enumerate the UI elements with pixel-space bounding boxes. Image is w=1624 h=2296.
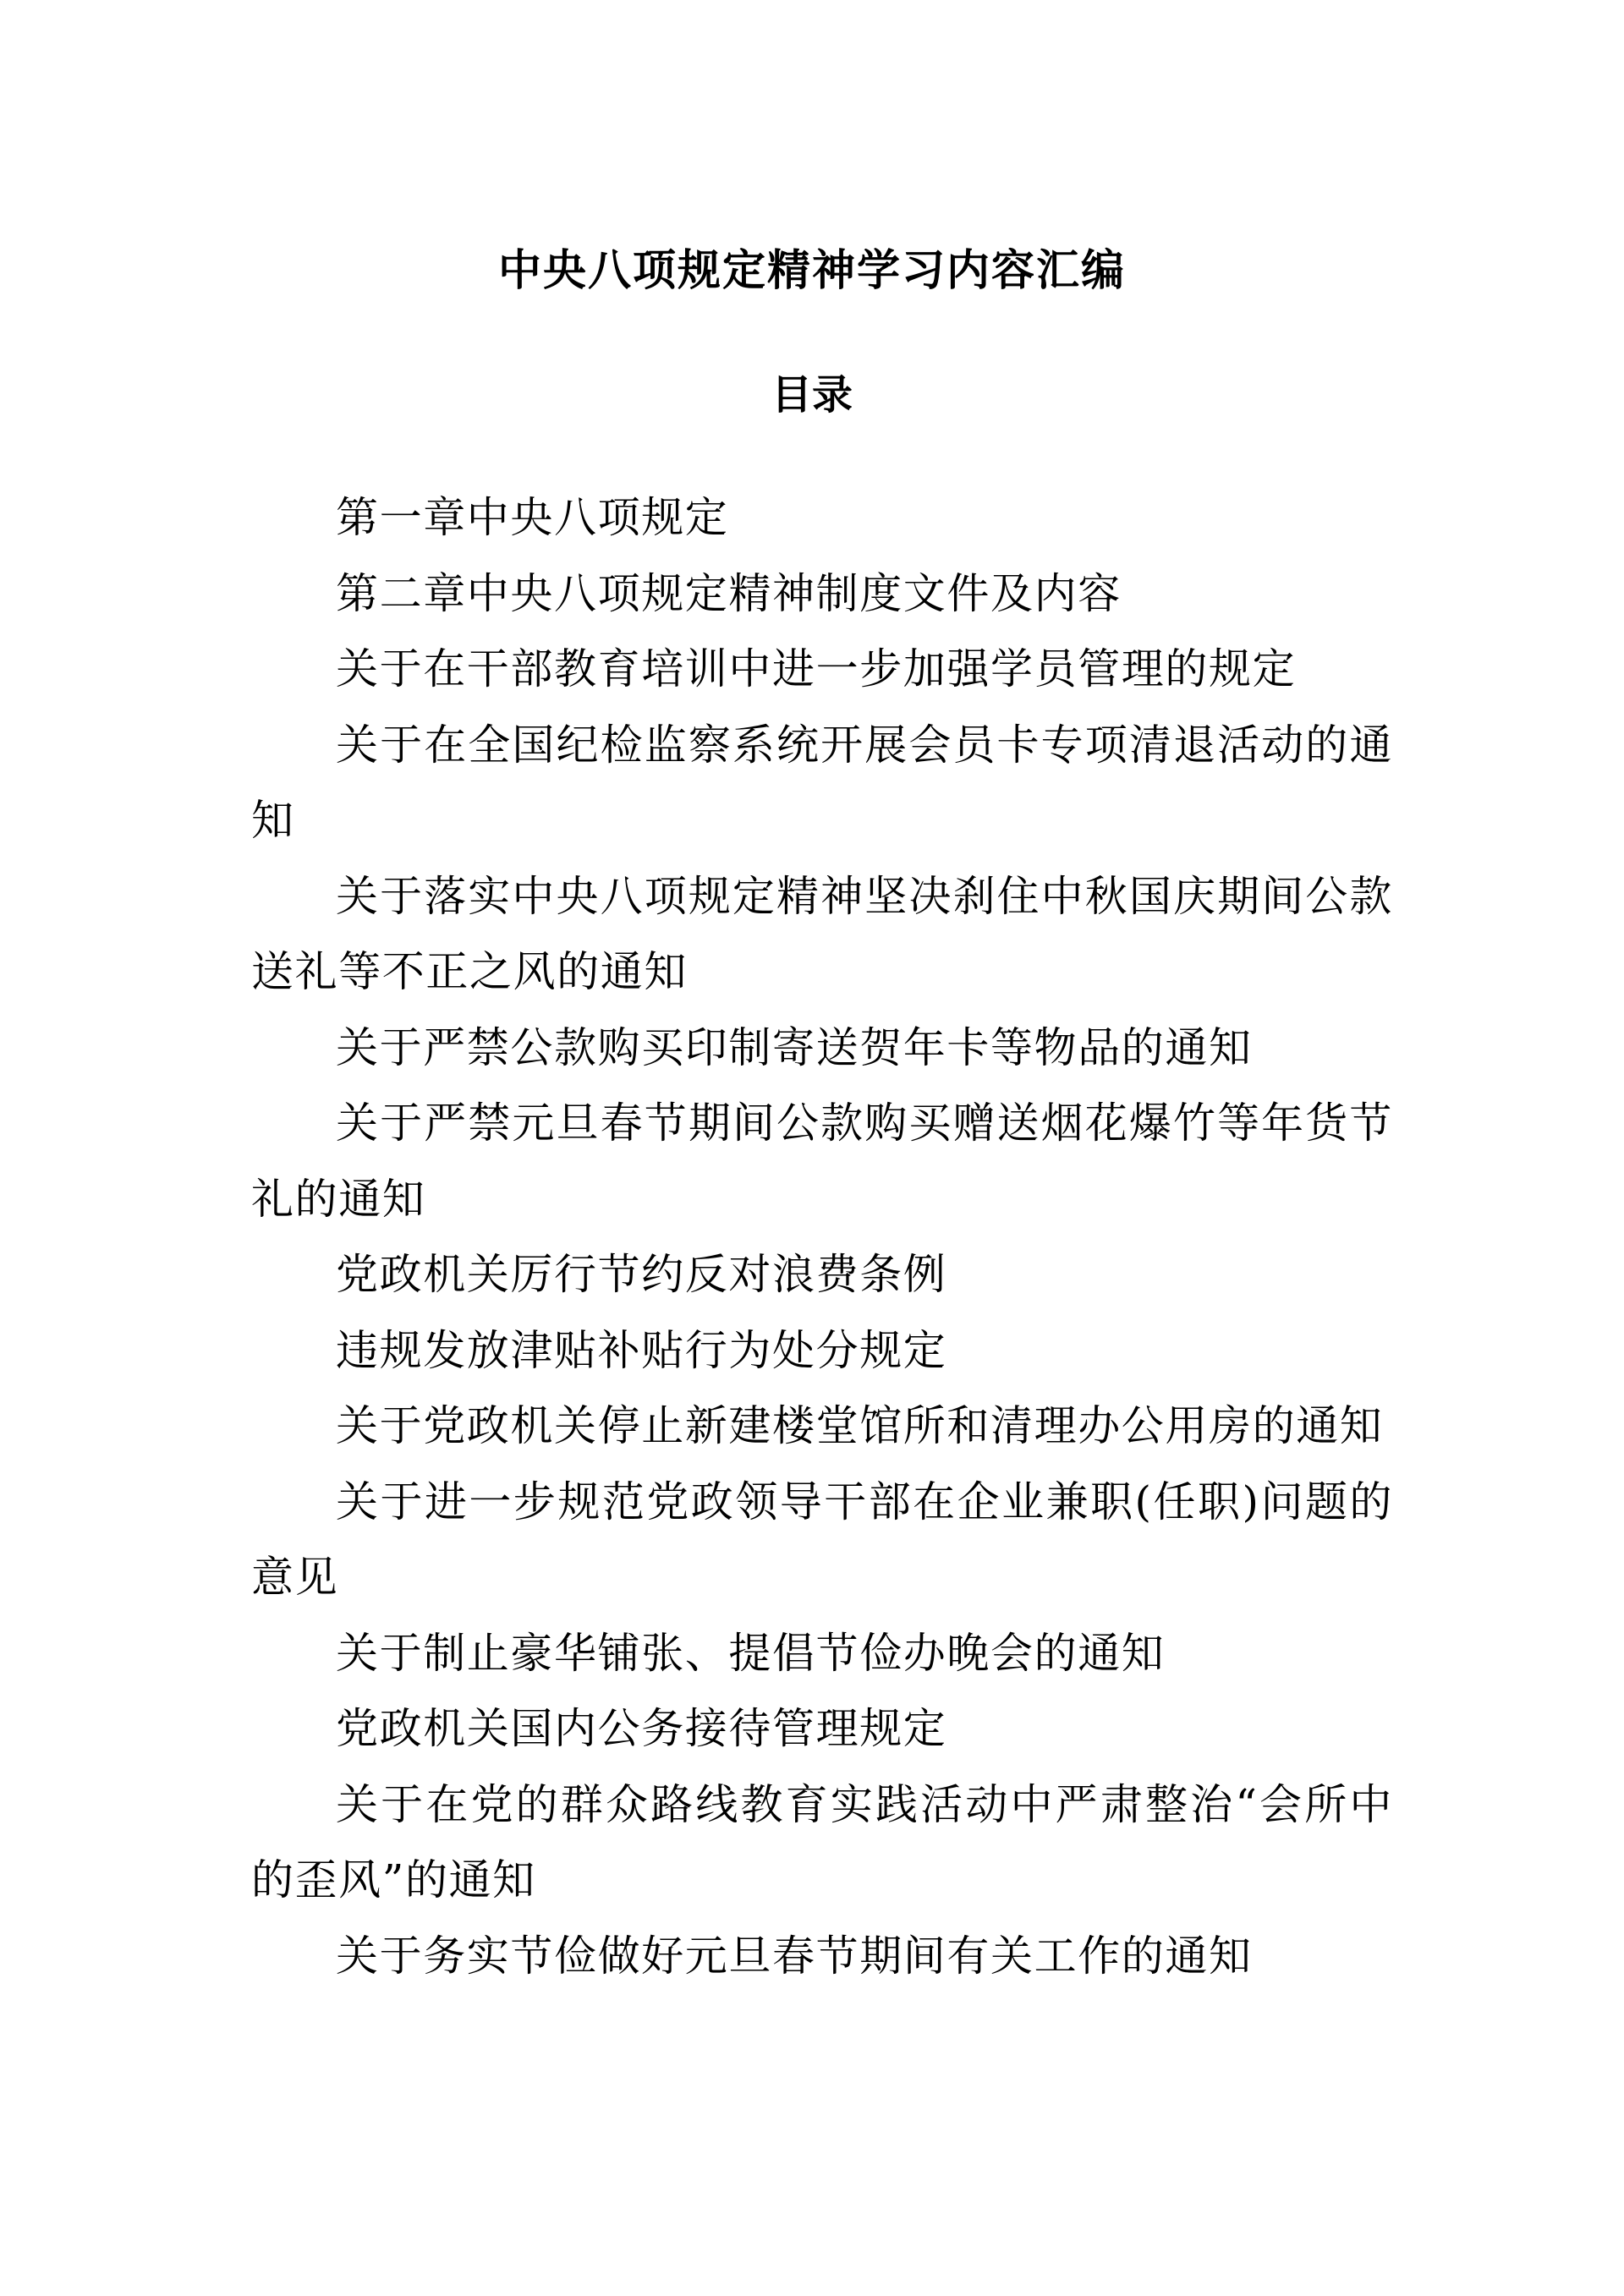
toc-item-7[interactable]: 关于严禁元旦春节期间公款购买赠送烟花爆竹等年货节礼的通知 (251, 1099, 1393, 1224)
toc-item-14[interactable]: 关于在党的群众路线教育实践活动中严肃整治“会所中的歪风”的通知 (251, 1779, 1393, 1904)
toc-item-6[interactable]: 关于严禁公款购买印制寄送贺年卡等物品的通知 (336, 1022, 1253, 1072)
toc-item-2[interactable]: 第二章中央八项规定精神制度文件及内容 (336, 568, 1122, 618)
toc-item-3[interactable]: 关于在干部教育培训中进一步加强学员管理的规定 (336, 644, 1297, 693)
toc-list (251, 480, 1393, 1994)
toc-heading: 目录 (771, 371, 853, 419)
toc-item-1[interactable]: 第一章中央八项规定 (336, 493, 729, 542)
document-title: 中央八项规定精神学习内容汇编 (497, 245, 1126, 296)
toc-item-8[interactable]: 党政机关厉行节约反对浪费条例 (336, 1250, 947, 1299)
toc-item-10[interactable]: 关于党政机关停止新建楼堂馆所和清理办公用房的通知 (336, 1401, 1384, 1450)
toc-item-5[interactable]: 关于落实中央八项规定精神坚决刹住中秋国庆期间公款送礼等不正之风的通知 (251, 871, 1393, 996)
toc-item-4[interactable]: 关于在全国纪检监察系统开展会员卡专项清退活动的通知 (251, 720, 1393, 845)
toc-item-9[interactable]: 违规发放津贴补贴行为处分规定 (336, 1325, 947, 1375)
toc-item-11[interactable]: 关于进一步规范党政领导干部在企业兼职(任职)问题的意见 (251, 1477, 1393, 1602)
toc-item-13[interactable]: 党政机关国内公务接待管理规定 (336, 1704, 947, 1753)
toc-item-15[interactable]: 关于务实节俭做好元旦春节期间有关工作的通知 (336, 1931, 1253, 1981)
toc-item-12[interactable]: 关于制止豪华铺张、提倡节俭办晚会的通知 (336, 1628, 1166, 1678)
